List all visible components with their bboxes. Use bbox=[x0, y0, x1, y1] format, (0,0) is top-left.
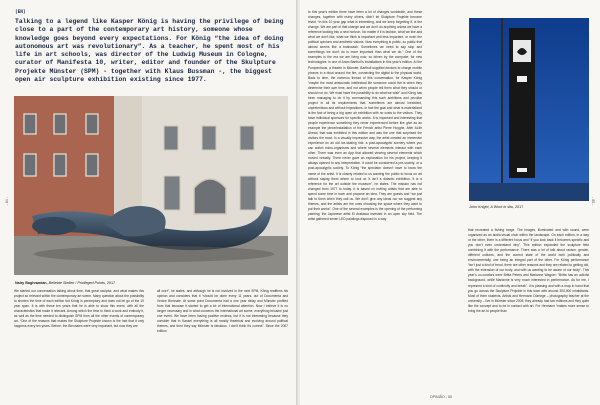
page-number: OPINIÃO - 85 bbox=[429, 395, 452, 399]
page-folio: - 85 - bbox=[591, 197, 595, 206]
right-page bbox=[300, 0, 600, 405]
caption-artist: Nairy Baghramian, bbox=[15, 281, 48, 285]
caption-title: John Knight, A Work in situ bbox=[469, 205, 513, 209]
intro-paragraph: Talking to a legend like Kasper König is having the privilege of being close to a part of the contemporary art history, someone whose knowledge goes beyond every expectations. For König “the idea of doing autonomous art was revolutionary”. As a teacher, he spent most of his life in art schools, was director of the Ludwig Museum in Cologne, curator of Manifesta 10, writer, editor and founder of the Skulpture Projekte Münster (SPM) - together with Klaus Bussman -, the biggest open air sculpture exhibition existing since 1977. bbox=[15, 18, 284, 84]
sign-photo-illustration bbox=[469, 18, 589, 201]
photo-caption bbox=[15, 281, 115, 285]
caption-year: , 2017 bbox=[104, 281, 116, 285]
caption-year: , 2017 bbox=[513, 205, 524, 209]
body-column-1: We started our conversation talking about time, that great sculptor, and what makes this project so relevant within the contemporary art scene. Many question about the possibility to shorten the time of each edition but König is peremptory and does not let go of the 10 year span. It is with these ten years that he is able to show this event, with all the characteristics that make it relevant. Among which the time to think a work and embody it, as well as the time needed to distinguish SPM from all the other events of contemporary art. “One of the reasons that makes the Skulpture Projekte known is the fact that it only happens every ten years. Before, the Biennales were very important, but now they are bbox=[14, 289, 144, 329]
photo-caption bbox=[469, 205, 523, 209]
sculpture-photo-illustration bbox=[14, 96, 288, 275]
left-page bbox=[0, 0, 298, 405]
sculpture-photo bbox=[14, 96, 288, 275]
page-folio: - 84 - bbox=[5, 197, 9, 206]
section-tag: [EN] bbox=[15, 10, 26, 15]
body-columns bbox=[14, 289, 288, 397]
body-column-4: that recreated a fishing range. The images, illuminated and with sound, were organized as an audio-visual choir within the landscape. On each edition, in a way or the other, there is a different focus and “if you look back it becomes specific and you don’t even understand why”. This edition expanded the sculpture field combining it with the performance. There was a lot of talk about racism, gender, different cultures, and the current state of the world both politically and environmentally, one being an integral part of the other. For König performance “isn’t just a kind of trend, there are other reasons and they are related to getting old, with the extension of our body, and with us wanting to be aware of our body”. This year’s co-curators were Britta Peters and Marianne Wagner: “Britta has an activist background, while Marianne is very much interested in performance. As for me, I represent a kind of continuity and break”. It is pleasing and with a map in hand that you go across the Skulpture Projekte in this town with around 300,000 inhabitants. Most of them students. Artists and Hermann Dürnege – photography teacher at the university – live in Münster since 2008, they already had two editions and they quite like the concept and to be in contact with art. For Hermann “makes more sense to bring the art to people than bbox=[468, 228, 589, 313]
sign-photo bbox=[469, 18, 589, 201]
body-column-3: to this year’s edition there have been a lot of changes worldwide, and these changes, together with many others, didn’t let Skulpture Projekte become trivial. “In this 10 year gap what is interesting, and we keep forgetting it, is the change. We are part of that change and we don’t do anything unless we have a reference looking into a new horizon. No matter if it is fashion, what we like and what we don’t like, what we think is important and less important, or even the political opinions and aesthetic visions. Now everything is public, so public that almost seems like a brainwash. Sometimes we need to say stop and somethings we don’t do is more important than what we do.” One of the examples is the era we are living now, so driven by the computer, for new technologies: in one of Aram Bartholl’s installations in this year’s edition. At the Pumpenhaus, a theatre in Münster, Bartholl supplied devices to charge mobile phones in a ritual around the fire, connecting the digital to the physical world. Back to time, the common thread of this conversation, for Kasper König “maybe the most aristocratic intellectual life someone could live is when they determine their own time, and not when people tell them what they should or should not do. We must have the possibility to do what we wish” and König has been managing to do it by commanding this such ambitions and peculiar project in all its requirements that, sometimes are almost inexistent, unpretentious and without impositions. In fact the goal and what is materialized is the fact of being a big open air exhibition with no costs to the visitors. They have individual sponsors for specific works. It is important and interesting that people experience something they never experienced before like give as an example the piece/installation of the French artist Pierre Huyghe, After ALife Ahead, that was exhibited in this edition and was the one that surprised the visitors the most. In a visually impressive way, the artist created an immersive experience on an old ice-skating rink: a post-apocalyptic scenery where you can watch micro-organisms and where several elements interact with each other. There was even an App that allowed viewing several elements which moved virtually. There never gave an explanation for his project, keeping it always opened to any interpretation. It could be considered a pre-society, or a post-apocalyptic society. To König “the spectator doesn’t have to know the name of the artist. It is closely related to us wanting the public to focus on art without saying them where to look at. It isn’t a didactic exhibition. It is a reference for the art outside the museum”, he states. The mission has not changed from 1977 to today. It is based on inviting artists that are able to spend some time in town and propose an idea. They are guests and “we just talk to them when they call us. We don’t give any ideas nor we suggest any themes, and the artists are the ones choosing the space where they want to put their works”. One of the several examples is the opening of the performing painting; the Japanese artist Ei Arakawa invested in an open sky field. The artist gathered seven LED paintings disposed in a way bbox=[308, 10, 422, 221]
caption-title: Beliebte Stellen / Privileged Points bbox=[48, 281, 105, 285]
body-column-2: all over”, he states, and although he is not involved in the next SPM, König reaffirms his opinion and considers that it “should be done every 11 years, out of Documenta and Venice Biennale. At some point Documenta had a one year delay and Münster profited from that because it started to get a lot of international attention. Now I believe it is no longer necessary and in what concerns the international art scene, everything became just one event. We have been having positive reviews, but it is not interesting because they consider that in Kassel everything is all mostly theatrical and evolving around political themes, and then they say Münster is fabulous. I don't think it’s correct”. Since the 2007 edition bbox=[157, 289, 288, 334]
